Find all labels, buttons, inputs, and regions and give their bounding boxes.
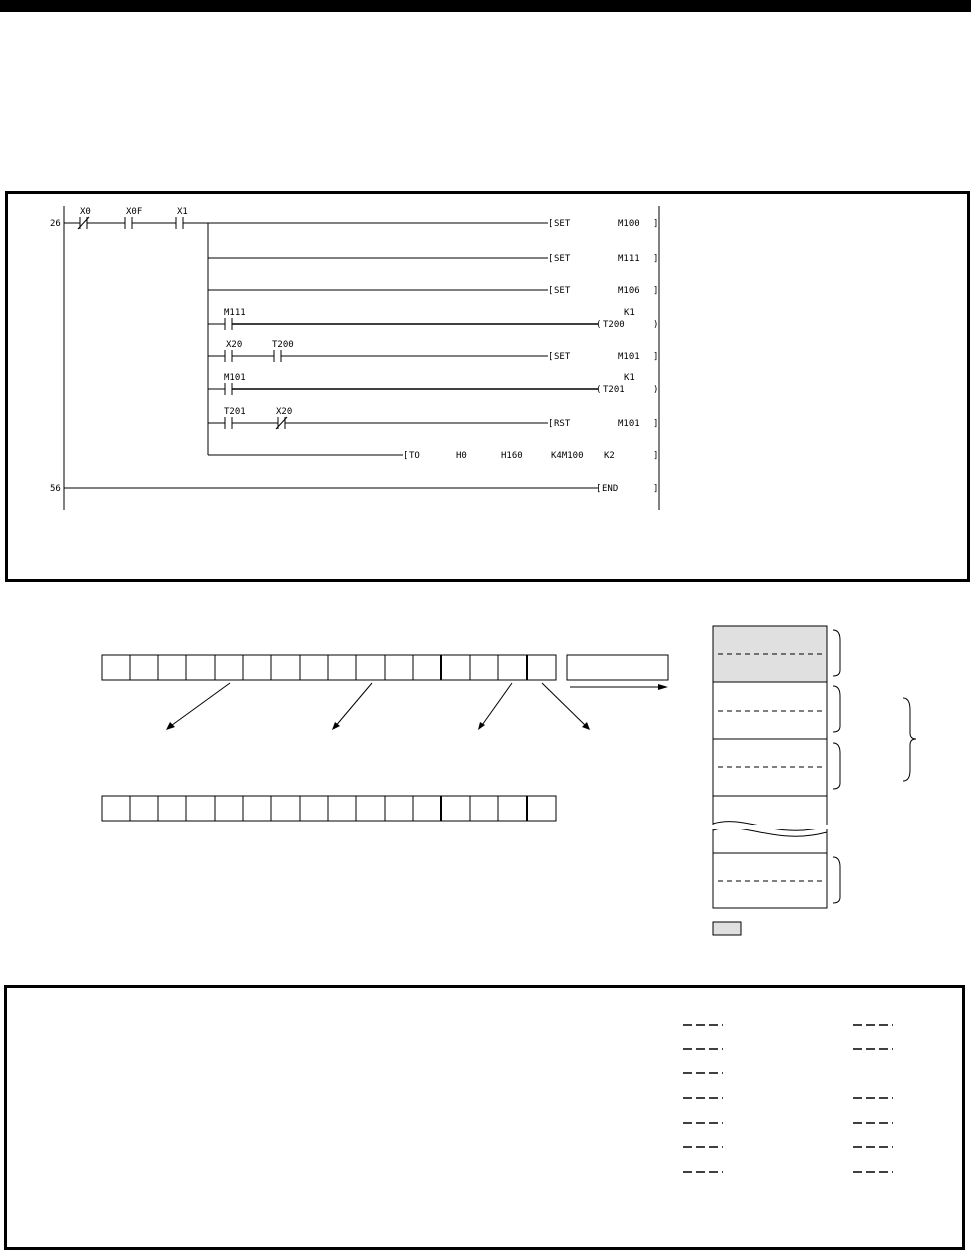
instruction-op: SET [554, 254, 571, 264]
step-number: 56 [50, 484, 61, 494]
svg-text:]: ] [653, 352, 659, 362]
instruction-op: END [602, 484, 619, 494]
svg-text:[: [ [596, 484, 602, 494]
contact-label: M101 [224, 373, 246, 383]
header-bar [0, 0, 971, 12]
instruction-operand: K4M100 [551, 451, 584, 461]
instruction-op: TO [409, 451, 420, 461]
bit-arrows [168, 683, 588, 728]
svg-text:]: ] [653, 451, 659, 461]
svg-text:[: [ [548, 286, 554, 296]
contact-label: X20 [276, 407, 293, 417]
instruction-op: RST [554, 419, 571, 429]
instruction-op: SET [554, 286, 571, 296]
svg-text:[: [ [548, 419, 554, 429]
contact-label: X0F [126, 207, 143, 217]
svg-text:): ) [653, 320, 659, 330]
ladder-program-panel [5, 191, 970, 582]
instruction-op: SET [554, 219, 571, 229]
svg-text:]: ] [653, 254, 659, 264]
instruction-operand: M111 [618, 254, 640, 264]
bottom-register [102, 796, 556, 821]
instruction-operand: H0 [456, 451, 467, 461]
instruction-operand: M101 [618, 419, 640, 429]
instruction-op: T200 [603, 320, 625, 330]
contact-label: X1 [177, 207, 188, 217]
top-register [102, 655, 556, 680]
instruction-operand: K2 [604, 451, 615, 461]
ladder-diagram [8, 194, 967, 579]
contact-label: M111 [224, 308, 246, 318]
svg-text:(: ( [596, 320, 602, 330]
contact-label: T200 [272, 340, 294, 350]
legend-swatch [713, 922, 741, 935]
instruction-operand: K1 [624, 308, 635, 318]
instruction-operand: K1 [624, 373, 635, 383]
instruction-operand: M101 [618, 352, 640, 362]
svg-text:]: ] [653, 419, 659, 429]
value-box [567, 655, 668, 680]
instruction-operand: M100 [618, 219, 640, 229]
svg-text:[: [ [548, 254, 554, 264]
contact-label: T201 [224, 407, 246, 417]
instruction-operand: M106 [618, 286, 640, 296]
instruction-op: SET [554, 352, 571, 362]
instruction-op: T201 [603, 385, 625, 395]
brackets [833, 630, 916, 903]
svg-text:]: ] [653, 286, 659, 296]
step-number: 26 [50, 219, 61, 229]
contact-label: X0 [80, 207, 91, 217]
svg-text:]: ] [653, 219, 659, 229]
svg-text:[: [ [548, 352, 554, 362]
memory-stack [713, 626, 828, 908]
instruction-bracket: [ [548, 219, 554, 229]
svg-text:(: ( [596, 385, 602, 395]
svg-text:]: ] [653, 484, 659, 494]
svg-text:): ) [653, 385, 659, 395]
svg-text:[: [ [403, 451, 409, 461]
contact-label: X20 [226, 340, 243, 350]
dash-list [7, 988, 962, 1247]
instruction-operand: H160 [501, 451, 523, 461]
bottom-panel [4, 985, 965, 1250]
